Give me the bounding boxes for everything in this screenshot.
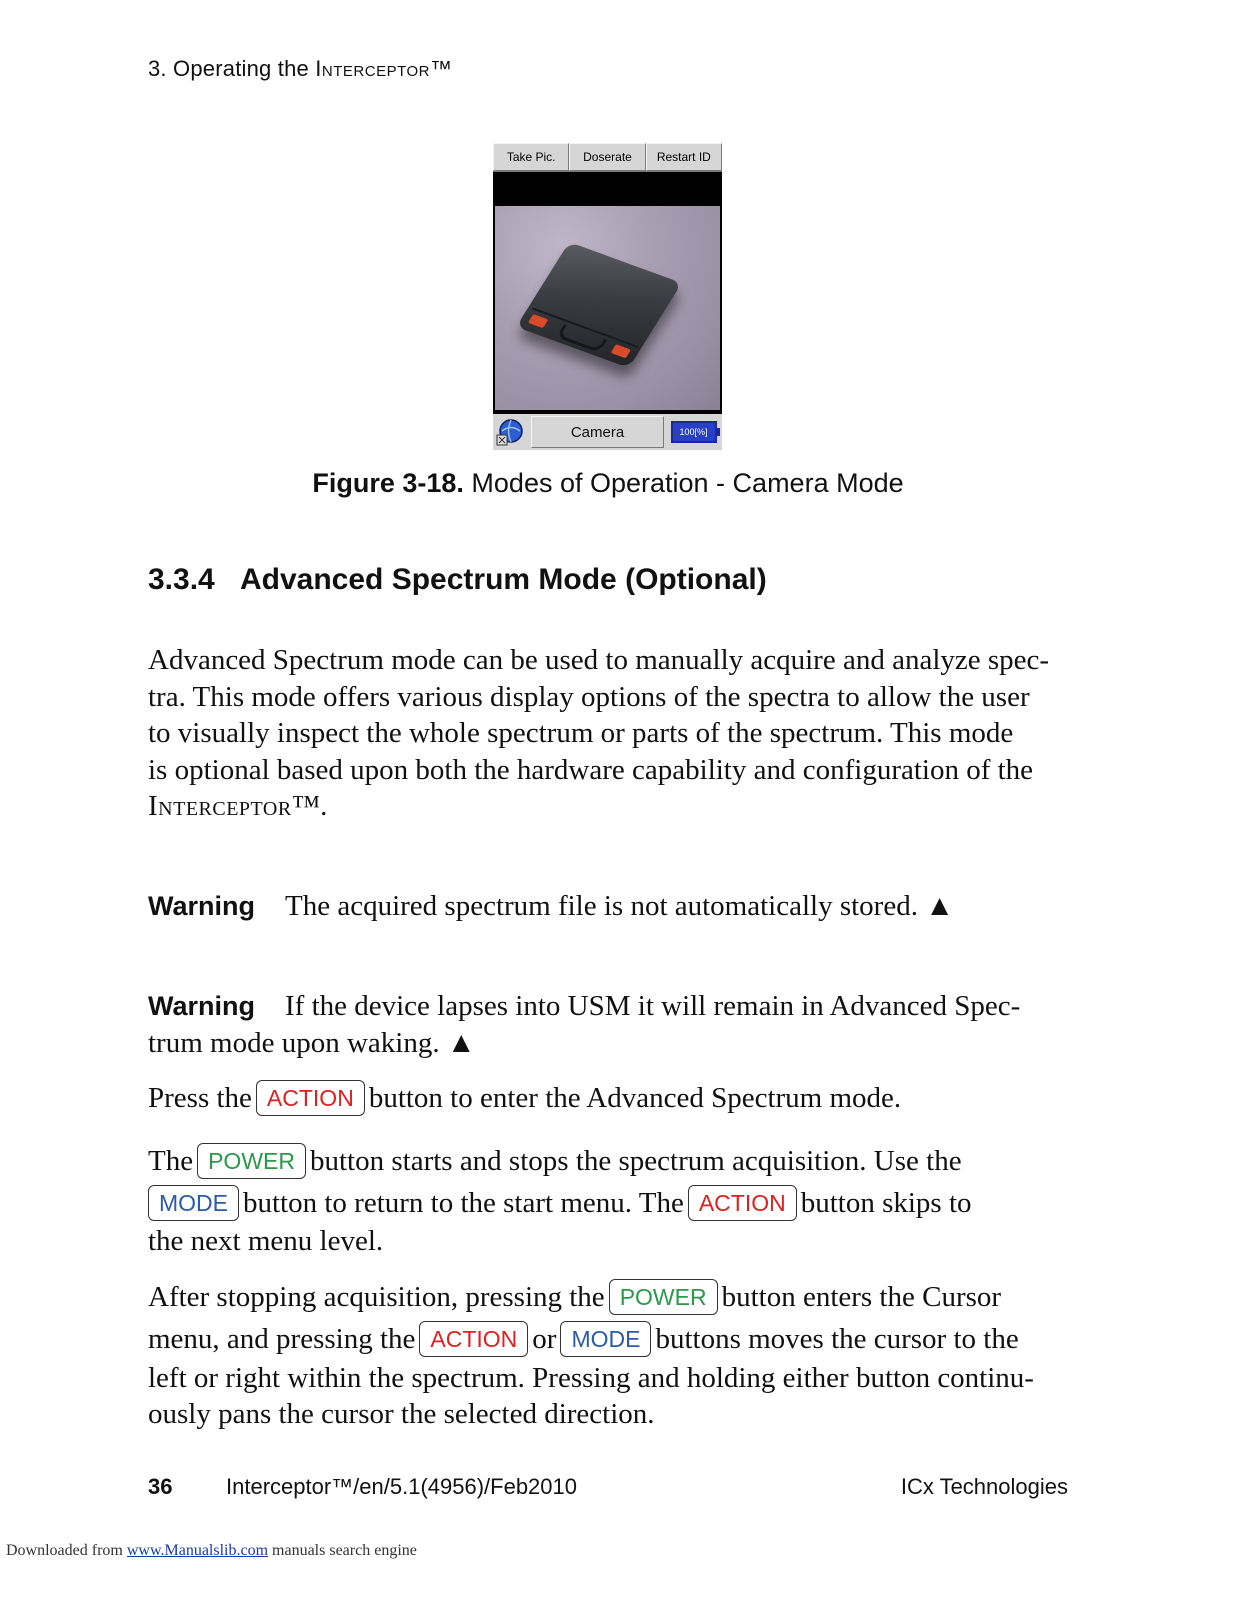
device-screenshot: [493, 143, 722, 450]
warning-text: trum mode upon waking.: [148, 1026, 440, 1059]
text: button to return to the start menu. The: [243, 1187, 684, 1219]
text: The: [148, 1145, 194, 1177]
device-toolbar: [493, 143, 722, 172]
intro-line: Advanced Spectrum mode can be used to manually acquire and analyze spec-: [148, 644, 1050, 676]
section-number: 3.3.4: [148, 563, 215, 596]
mode-key: MODE: [560, 1321, 651, 1357]
power-key: POWER: [197, 1143, 306, 1179]
header-prefix: 3. Operating the: [148, 56, 316, 81]
intro-line: tra. This mode offers various display options of the spectra to allow the user: [148, 680, 1030, 713]
text: ously pans the cursor the selected direction.: [148, 1398, 655, 1430]
mode-label: Camera: [531, 416, 664, 448]
action-key: ACTION: [419, 1321, 528, 1357]
camera-preview: [495, 206, 720, 410]
figure-title: Modes of Operation - Camera Mode: [471, 468, 904, 498]
figure-label: Figure 3-18.: [312, 468, 464, 498]
header-product: Interceptor: [315, 56, 430, 81]
intro-product: Interceptor: [148, 790, 292, 822]
intro-tail: ™.: [291, 790, 328, 822]
intro-paragraph: [148, 642, 1078, 825]
warning-end-icon: ▲: [446, 1026, 476, 1059]
device-statusbar: [493, 412, 722, 450]
battery-level: 100[%]: [671, 421, 717, 443]
warning-text: If the device lapses into USM it will remain in Advanced Spec-: [285, 990, 1021, 1022]
company-name: ICx Technologies: [900, 1474, 1068, 1499]
warning-label: Warning: [148, 891, 255, 921]
section-heading: [148, 563, 767, 597]
text: or: [532, 1323, 557, 1355]
warning-end-icon: ▲: [925, 890, 954, 922]
text: Downloaded from: [6, 1542, 127, 1559]
text: manuals search engine: [268, 1542, 417, 1559]
download-note: [6, 1542, 417, 1560]
intro-line: [148, 788, 1078, 825]
header-tm: ™: [429, 56, 453, 81]
page-footer: [148, 1474, 1068, 1500]
intro-line: is optional based upon both the hardware capability and configuration of the: [148, 753, 1034, 786]
take-pic-button[interactable]: Take Pic.: [493, 143, 569, 171]
text: left or right within the spectrum. Pressing and holding either button continu-: [148, 1362, 1034, 1394]
text: button enters the Cursor: [721, 1281, 1002, 1313]
doc-id: Interceptor™/en/5.1(4956)/Feb2010: [226, 1474, 578, 1499]
figure-caption: [0, 468, 1216, 499]
battery-indicator: [668, 417, 722, 447]
warning-1: [148, 888, 1078, 925]
doserate-button[interactable]: Doserate: [569, 143, 645, 171]
page-number: 36: [148, 1474, 173, 1499]
intro-line: to visually inspect the whole spectrum or parts of the spectrum. This mode: [148, 717, 1014, 749]
globe-icon[interactable]: [493, 415, 527, 449]
text: menu, and pressing the: [148, 1323, 416, 1355]
text: After stopping acquisition, pressing the: [148, 1281, 605, 1313]
mode-key: MODE: [148, 1185, 239, 1221]
warning-2: [148, 988, 1078, 1061]
case-image: [516, 242, 682, 368]
action-key: ACTION: [256, 1080, 365, 1116]
running-header: [148, 56, 452, 82]
action-key: ACTION: [688, 1185, 797, 1221]
text: the next menu level.: [148, 1225, 384, 1257]
power-key: POWER: [609, 1279, 718, 1315]
warning-label: Warning: [148, 991, 255, 1021]
manualslib-link[interactable]: www.Manualslib.com: [126, 1542, 269, 1559]
cursor-paragraph: [148, 1276, 1078, 1432]
text: Press the: [148, 1082, 252, 1114]
text: buttons moves the cursor to the: [655, 1323, 1019, 1355]
warning-text: The acquired spectrum file is not automatically stored.: [285, 890, 918, 922]
restart-id-button[interactable]: Restart ID: [646, 143, 722, 171]
press-action-paragraph: [148, 1078, 1078, 1118]
text: button starts and stops the spectrum acquisition. Use the: [309, 1145, 962, 1177]
text: button skips to: [800, 1187, 972, 1219]
text: button to enter the Advanced Spectrum mode.: [368, 1082, 902, 1114]
section-title: Advanced Spectrum Mode (Optional): [240, 563, 767, 596]
power-mode-paragraph: [148, 1140, 1078, 1258]
